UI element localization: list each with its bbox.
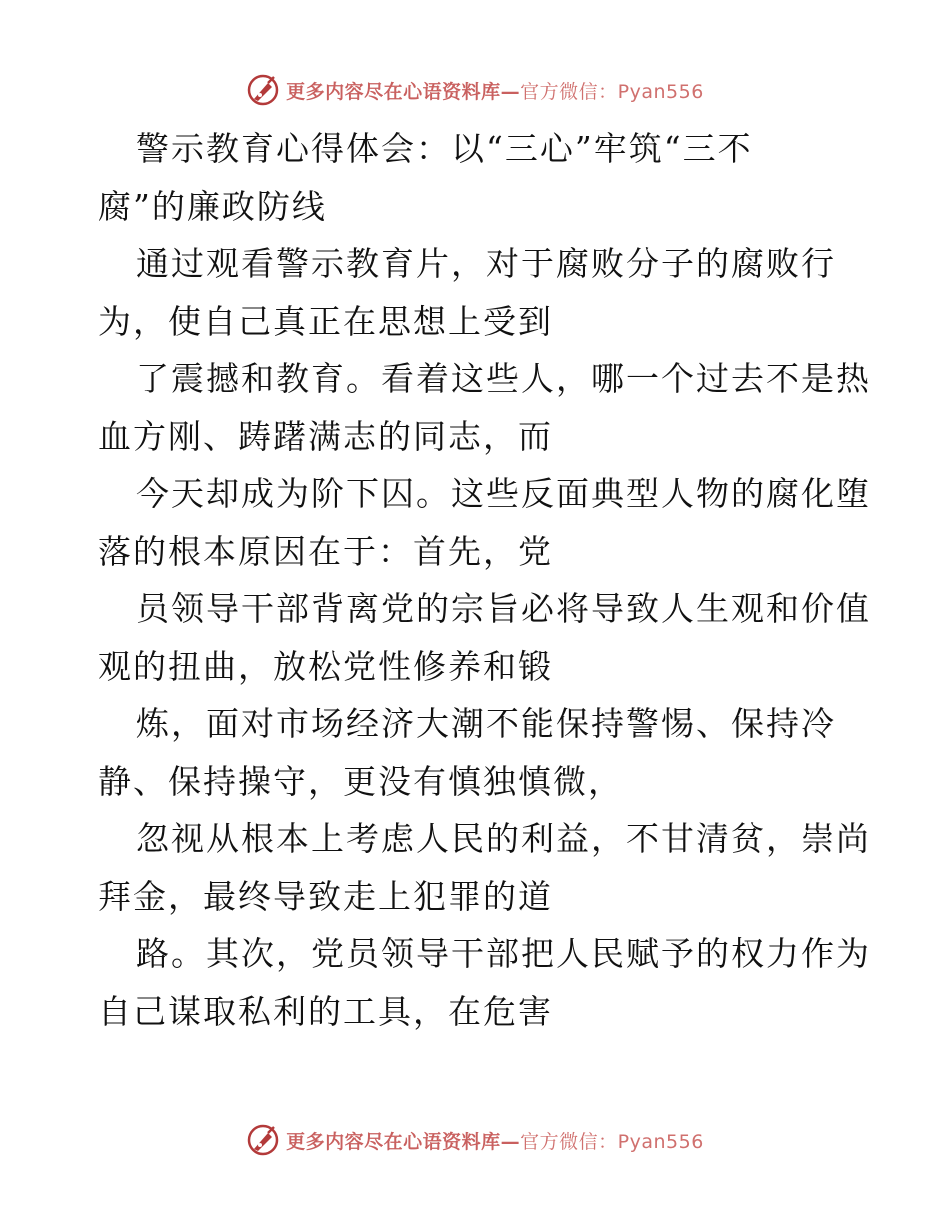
text-line: 忽视从根本上考虑人民的利益，不甘清贫，崇尚 — [136, 819, 871, 858]
text-line: 自己谋取私利的工具，在危害 — [98, 991, 553, 1031]
pen-nib-logo-icon — [246, 1123, 280, 1157]
text-line: 员领导干部背离党的宗旨必将导致人生观和价值 — [136, 589, 871, 628]
banner-promo-text: 更多内容尽在心语资料库— — [286, 80, 521, 103]
footer-banner — [0, 1122, 950, 1158]
header-banner — [0, 72, 950, 108]
banner-wechat-text: 官方微信：Pyan556 — [520, 1130, 704, 1153]
text-line: 通过观看警示教育片，对于腐败分子的腐败行 — [136, 244, 836, 283]
text-line: 了震撼和教育。看着这些人，哪一个过去不是热 — [136, 359, 871, 398]
text-line: 今天却成为阶下囚。这些反面典型人物的腐化堕 — [136, 474, 871, 513]
text-line: 血方刚、踌躇满志的同志，而 — [98, 416, 553, 456]
text-line: 观的扭曲，放松党性修养和锻 — [98, 646, 553, 686]
banner-text — [286, 77, 704, 104]
text-line: 警示教育心得体会：以“三心”牢筑“三不 — [136, 129, 753, 168]
text-line: 腐”的廉政防线 — [98, 186, 327, 226]
banner-wechat-text: 官方微信：Pyan556 — [520, 80, 704, 103]
text-line: 落的根本原因在于：首先，党 — [98, 531, 553, 571]
document-body — [98, 120, 871, 1040]
text-line: 为，使自己真正在思想上受到 — [98, 301, 553, 341]
pen-nib-logo-icon — [246, 73, 280, 107]
text-line: 路。其次，党员领导干部把人民赋予的权力作为 — [136, 934, 871, 973]
text-line: 拜金，最终导致走上犯罪的道 — [98, 876, 553, 916]
banner-promo-text: 更多内容尽在心语资料库— — [286, 1130, 521, 1153]
text-line: 炼，面对市场经济大潮不能保持警惕、保持冷 — [136, 704, 836, 743]
text-line: 静、保持操守，更没有慎独慎微， — [98, 761, 623, 801]
banner-text — [286, 1127, 704, 1154]
